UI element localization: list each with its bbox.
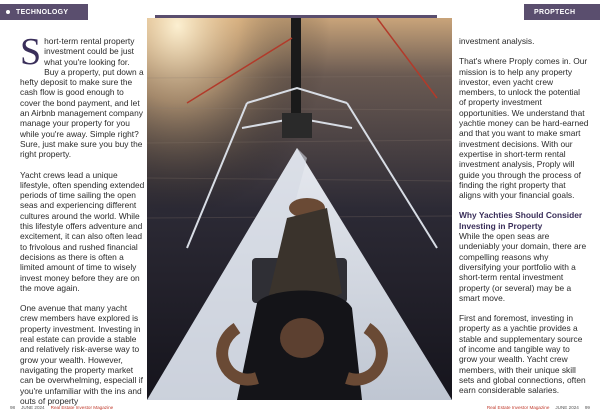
footer-right <box>487 405 590 410</box>
section-tag-proptech <box>524 4 600 20</box>
paragraph-continued: investment analysis. <box>459 36 535 46</box>
paragraph-first-foremost: First and foremost, investing in property as a yachtie provides a stable and supplementary source of income and tangible way to grow your wealth. Yacht crew members, with their unique skill sets and global connections, often earn considerable salaries. <box>459 313 586 396</box>
paragraph-intro-text: hort-term rental property investment could be just what you're looking for. Buy a property, put down a hefty deposit to make sure the cash flow is good enough to cover the bond payment, and let an Airbnb management company manage your property for you while you're away. Simple right? Sure, just make sure you buy the right property. <box>20 36 144 160</box>
section-tag-technology <box>0 4 88 20</box>
footer-publication-right: Real Estate Investor Magazine <box>486 405 550 410</box>
paragraph-yacht-crews: Yacht crews lead a unique lifestyle, often spending extended periods of time sailing the open seas and experiencing different cultures around the world. While this lifestyle offers adventure and excitement, it can also often lead to frivolous and rushed financial decisions as there is often a limited amount of time to wisely invest money before they are on the move again. <box>20 169 145 293</box>
right-text-column <box>459 36 589 406</box>
bullet-icon <box>6 10 10 14</box>
footer-publication-left: Real Estate Investor Magazine <box>50 405 114 410</box>
footer-date-left: JUNE 2024 <box>21 405 45 410</box>
dropcap: S <box>20 31 42 73</box>
footer-date-right: JUNE 2024 <box>555 405 579 410</box>
page-number-right: 99 <box>584 405 590 410</box>
paragraph-intro <box>20 31 146 160</box>
yacht-photo <box>147 18 452 400</box>
paragraph-property-investment: One avenue that many yacht crew members have explored is property investment. Investing in real estate can provide a stable and relatively risk-averse way to grow your wealth. However, navigating the property market can be overwhelming, especiall if you're unfamiliar with the ins and outs of property <box>20 303 143 406</box>
page-number-left: 98 <box>10 405 16 410</box>
section-label-right: PROPTECH <box>534 8 576 16</box>
section-heading: Why Yachties Should Consider Investing in Property <box>459 210 583 231</box>
paragraph-open-seas: While the open seas are undeniably your domain, there are compelling reasons why diversifying your portfolio with a short-term rental investment property (or several) may be a smart move. <box>459 231 587 303</box>
left-text-column <box>20 31 146 416</box>
paragraph-proply: That's where Proply comes in. Our mission is to help any property investor, even yacht crew members, to unlock the potential of property investment opportunities. We understand that yachtie money can be hard-earned and that you want to make smart investment decisions. With our expertise in short-term rental investment analysis, Proply will guide you through the process of finding the right property that aligns with your financial goals. <box>459 56 589 201</box>
section-label-left: TECHNOLOGY <box>16 8 69 16</box>
footer-left <box>10 405 113 410</box>
